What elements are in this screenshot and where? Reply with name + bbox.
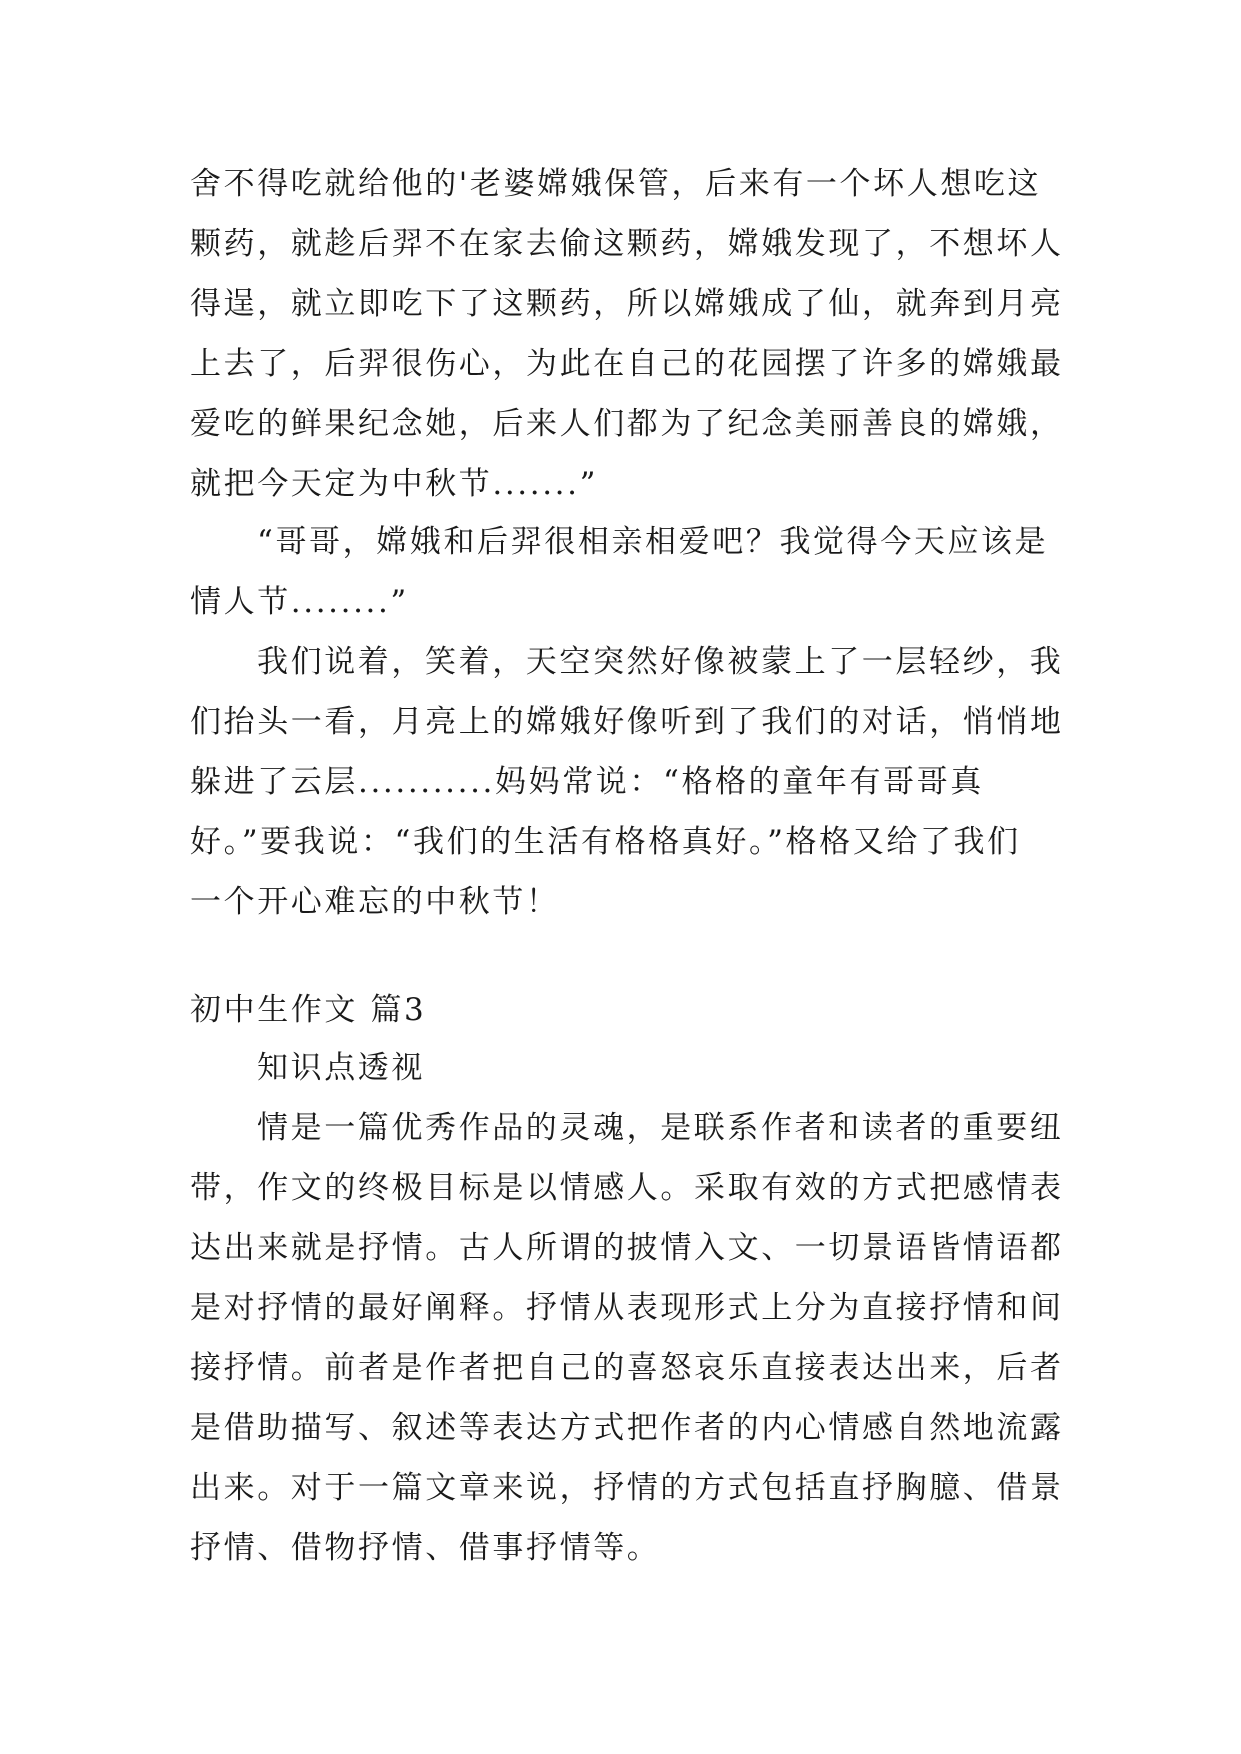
paragraph-line: 一个开心难忘的中秋节！	[190, 884, 560, 920]
paragraph-line: 上去了，后羿很伤心，为此在自己的花园摆了许多的嫦娥最	[190, 346, 1064, 382]
paragraph-line: 是对抒情的最好阐释。抒情从表现形式上分为直接抒情和间	[190, 1290, 1064, 1326]
paragraph-line: 出来。对于一篇文章来说，抒情的方式包括直抒胸臆、借景	[190, 1470, 1064, 1506]
subheading: 知识点透视	[257, 1050, 425, 1086]
paragraph-line: 颗药，就趁后羿不在家去偷这颗药，嫦娥发现了，不想坏人	[190, 226, 1064, 262]
paragraph-line: 带，作文的终极目标是以情感人。采取有效的方式把感情表	[190, 1170, 1064, 1206]
paragraph-line: 情人节........”	[190, 584, 409, 620]
paragraph-line: 就把今天定为中秋节.......”	[190, 466, 599, 502]
paragraph-line: 舍不得吃就给他的'老婆嫦娥保管，后来有一个坏人想吃这	[190, 166, 1042, 202]
section-heading: 初中生作文 篇3	[190, 992, 427, 1028]
paragraph-line: 我们说着，笑着，天空突然好像被蒙上了一层轻纱，我	[257, 644, 1064, 680]
paragraph-line: 达出来就是抒情。古人所谓的披情入文、一切景语皆情语都	[190, 1230, 1064, 1266]
paragraph-line: 好。”要我说：“我们的生活有格格真好。”格格又给了我们	[190, 824, 1021, 860]
paragraph-line: 抒情、借物抒情、借事抒情等。	[190, 1530, 661, 1566]
paragraph-line: 得逞，就立即吃下了这颗药，所以嫦娥成了仙，就奔到月亮	[190, 286, 1064, 322]
paragraph-line: 情是一篇优秀作品的灵魂，是联系作者和读者的重要纽	[257, 1110, 1064, 1146]
paragraph-line: 是借助描写、叙述等表达方式把作者的内心情感自然地流露	[190, 1410, 1064, 1446]
paragraph-line: 接抒情。前者是作者把自己的喜怒哀乐直接表达出来，后者	[190, 1350, 1064, 1386]
paragraph-line: 爱吃的鲜果纪念她，后来人们都为了纪念美丽善良的嫦娥，	[190, 406, 1064, 442]
paragraph-line: 躲进了云层...........妈妈常说：“格格的童年有哥哥真	[190, 764, 984, 800]
paragraph-line: “哥哥，嫦娥和后羿很相亲相爱吧？我觉得今天应该是	[257, 524, 1049, 560]
paragraph-line: 们抬头一看，月亮上的嫦娥好像听到了我们的对话，悄悄地	[190, 704, 1064, 740]
